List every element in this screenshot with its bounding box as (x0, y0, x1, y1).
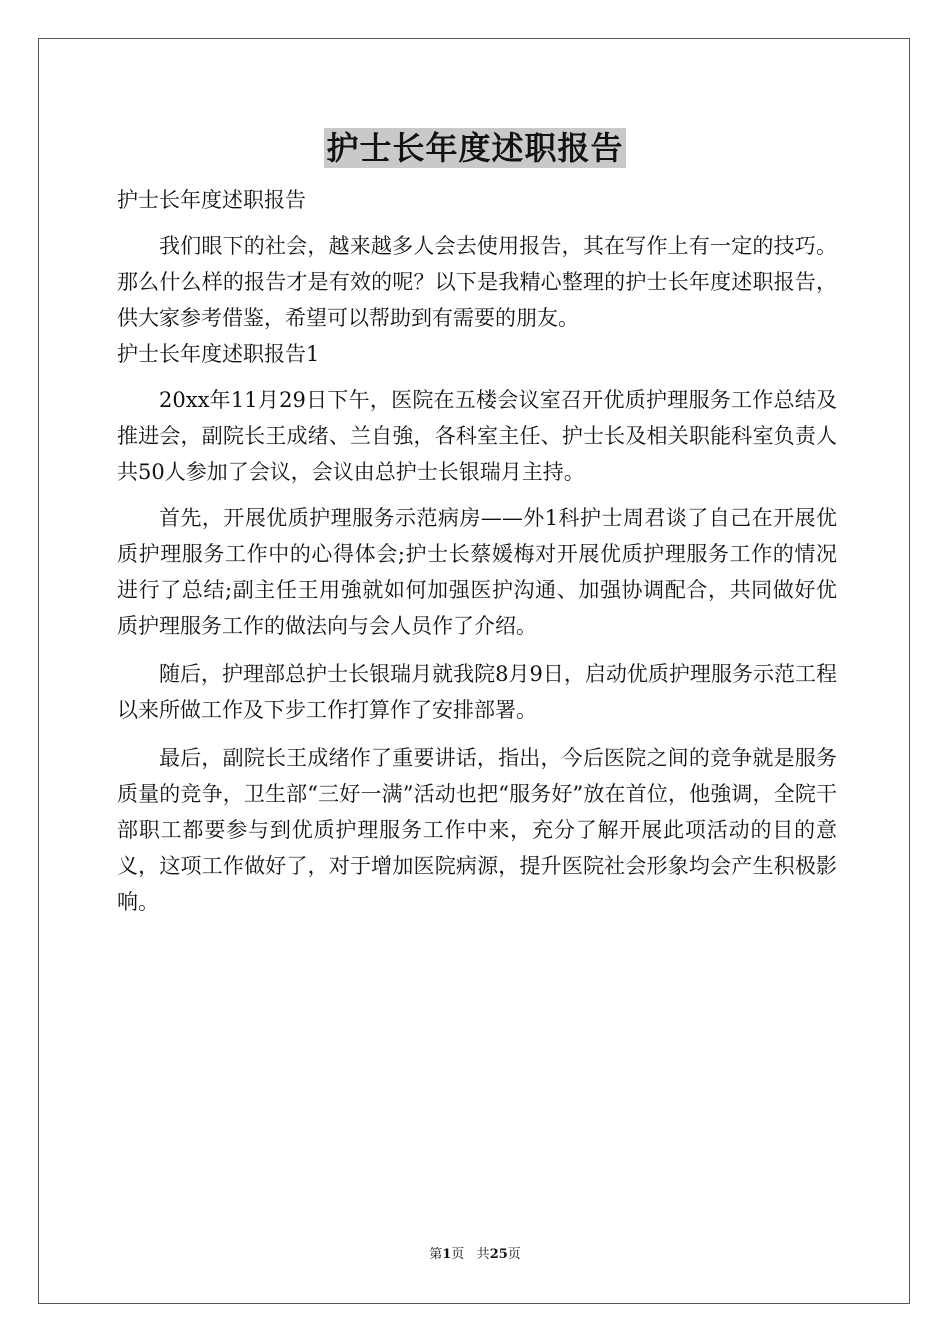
page-number: 1 (442, 1247, 452, 1262)
total-prefix: 共 (476, 1247, 490, 1262)
total-suffix: 页 (507, 1247, 521, 1262)
page-suffix: 页 (451, 1247, 465, 1262)
intro-paragraph: 我们眼下的社会，越来越多人会去使用报告，其在写作上有一定的技巧。那么什么样的报告才是有效的呢？以下是我精心整理的护士长年度述职报告，供大家参考借鉴，希望可以帮助到有需要的朋友。 (117, 234, 837, 330)
title-container (0, 128, 950, 168)
body-paragraph: 最后，副院长王成绪作了重要讲话，指出，今后医院之间的竞争就是服务质量的竞争，卫生部“三好一满”活动也把“服务好”放在首位，他強调，全院干部职工都要参与到优质护理服务工作中来，充分了解开展此项活动的目的意义，这项工作做好了，对于增加医院病源，提升医院社会形象均会产生积极影响。 (117, 746, 837, 914)
document-body (117, 182, 837, 920)
page-prefix: 第 (429, 1247, 443, 1262)
document-title: 护士长年度述职报告 (326, 129, 624, 167)
body-paragraph: 随后，护理部总护士长银瑞月就我院8月9日，启动优质护理服务示范工程以来所做工作及下步工作打算作了安排部署。 (117, 662, 837, 722)
page-footer (0, 1246, 950, 1264)
body-paragraph: 20xx年11月29日下午，医院在五楼会议室召开优质护理服务工作总结及推进会，副院长王成绪、兰自強，各科室主任、护士长及相关职能科室负责人共50人参加了会议，会议由总护士长银瑞月主持。 (117, 388, 837, 484)
page-total: 25 (489, 1247, 508, 1262)
subtitle-paragraph: 护士长年度述职报告 (117, 188, 306, 212)
body-paragraph: 首先，开展优质护理服务示范病房——外1科护士周君谈了自己在开展优质护理服务工作中的心得体会;护士长蔡媛梅对开展优质护理服务工作的情况进行了总结;副主任王用強就如何加强医护沟通、加强协调配合，共同做好优质护理服务工作的做法向与会人员作了介绍。 (117, 506, 837, 638)
section-heading: 护士长年度述职报告1 (117, 342, 320, 366)
